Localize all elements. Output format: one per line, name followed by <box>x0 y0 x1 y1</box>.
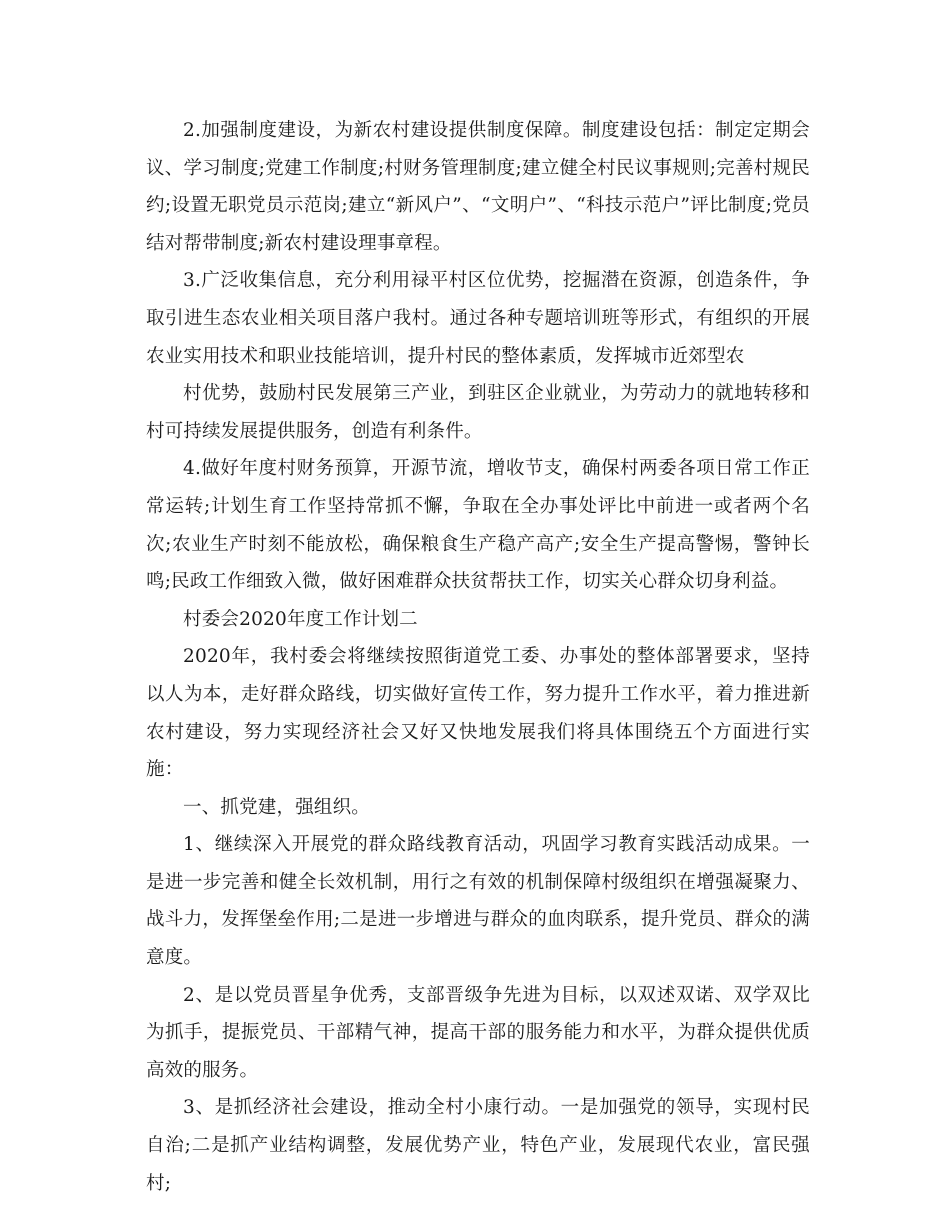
paragraph-2020-overview: 2020年，我村委会将继续按照街道党工委、办事处的整体部署要求，坚持以人为本，走好群众路线，切实做好宣传工作，努力提升工作水平，着力推进新农村建设，努力实现经济社会又好又快地发展我们将具体围绕五个方面进行实施： <box>146 646 810 781</box>
paragraph-mass-line-education: 1、继续深入开展党的群众路线教育活动，巩固学习教育实践活动成果。一是进一步完善和健全长效机制，用行之有效的机制保障村级组织在增强凝聚力、战斗力，发挥堡垒作用;二是进一步增进与群众的血肉联系，提升党员、群众的满意度。 <box>146 834 810 969</box>
paragraph-economic-construction: 3、是抓经济社会建设，推动全村小康行动。一是加强党的领导，实现村民自治;二是抓产业结构调整，发展优势产业，特色产业，发展现代农业，富民强村; <box>146 1097 810 1194</box>
document-body <box>146 112 810 1202</box>
paragraph-system-building: 2.加强制度建设，为新农村建设提供制度保障。制度建设包括：制定定期会议、学习制度;党建工作制度;村财务管理制度;建立健全村民议事规则;完善村规民约;设置无职党员示范岗;建立“新风户”、“文明户”、“科技示范户”评比制度;党员结对帮带制度;新农村建设理事章程。 <box>146 120 810 254</box>
paragraph-party-member-stars: 2、是以党员晋星争优秀，支部晋级争先进为目标，以双述双诺、双学双比为抓手，提振党员、干部精气神，提高干部的服务能力和水平，为群众提供优质高效的服务。 <box>146 984 810 1081</box>
paragraph-annual-budget: 4.做好年度村财务预算，开源节流，增收节支，确保村两委各项日常工作正常运转;计划生育工作坚持常抓不懈，争取在全办事处评比中前进一或者两个名次;农业生产时刻不能放松，确保粮食生产稳产高产;安全生产提高警惕，警钟长鸣;民政工作细致入微，做好困难群众扶贫帮扶工作，切实关心群众切身利益。 <box>146 458 810 593</box>
heading-party-building: 一、抓党建，强组织。 <box>183 796 371 818</box>
section-title-plan-two: 村委会2020年度工作计划二 <box>183 608 418 630</box>
paragraph-village-advantage: 村优势，鼓励村民发展第三产业，到驻区企业就业，为劳动力的就地转移和村可持续发展提供服务，创造有利条件。 <box>146 383 810 442</box>
paragraph-information-collection: 3.广泛收集信息，充分利用禄平村区位优势，挖掘潜在资源，创造条件，争取引进生态农业相关项目落户我村。通过各种专题培训班等形式，有组织的开展农业实用技术和职业技能培训，提升村民的整体素质，发挥城市近郊型农 <box>146 270 810 367</box>
